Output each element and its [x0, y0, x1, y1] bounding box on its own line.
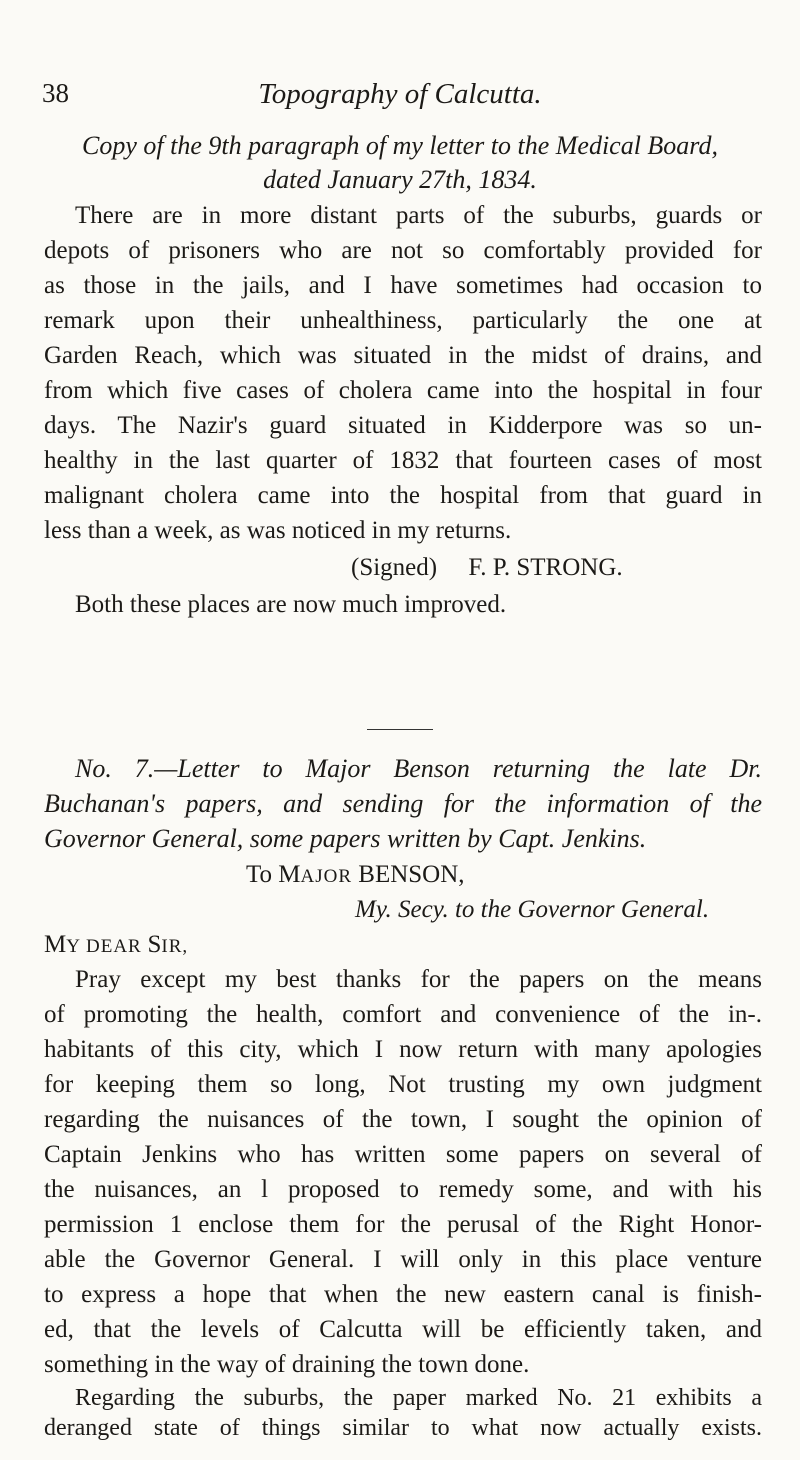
salutation-part: M — [44, 931, 67, 958]
letter-line: habitants of this city, which I now return with many apologies — [44, 1036, 762, 1063]
address-to-word: To — [246, 861, 273, 888]
letter-line: able the Governor General. I will only in this place venture — [44, 1246, 762, 1273]
address-name-initial: M — [278, 861, 301, 888]
letter-line: Regarding the suburbs, the paper marked No. 21 exhibits a — [75, 1385, 762, 1411]
letter-line: something in the way of draining the town done. — [44, 1351, 530, 1378]
section2-heading-line: Governor General, some papers written by Capt. Jenkins. — [44, 824, 647, 853]
section1-line: days. The Nazir's guard situated in Kidderpore was so un- — [44, 412, 762, 439]
page-header — [0, 78, 800, 118]
section-divider — [367, 729, 433, 730]
letter-line: for keeping them so long, Not trusting my own judgment — [44, 1071, 762, 1098]
section1-line: There are in more distant parts of the suburbs, guards or — [75, 202, 762, 229]
section1-heading-line1: Copy of the 9th paragraph of my letter to the Medical Board, — [82, 131, 718, 160]
letter-line: ed, that the levels of Calcutta will be efficiently taken, and — [44, 1316, 762, 1343]
section1-line: less than a week, as was noticed in my returns. — [44, 517, 512, 544]
letter-line: regarding the nuisances of the town, I sought the opinion of — [44, 1106, 762, 1133]
salutation-part: IR, — [161, 936, 189, 957]
address-name-smallcaps: AJOR — [300, 866, 353, 887]
running-title: Topography of Calcutta. — [258, 78, 542, 110]
letter-line: to express a hope that when the new eastern canal is finish- — [44, 1281, 762, 1308]
address-surname: BENSON, — [358, 861, 465, 888]
letter-line: deranged state of things similar to what now actually exists. — [44, 1415, 762, 1441]
section1-line: depots of prisoners who are not so comfortably provided for — [44, 237, 762, 264]
salutation-part: Y DEAR — [66, 936, 148, 957]
letter-line: the nuisances, an l proposed to remedy some, and with his — [44, 1176, 762, 1203]
section1-note: Both these places are now much improved. — [75, 591, 507, 618]
section1-line: healthy in the last quarter of 1832 that fourteen cases of most — [44, 447, 762, 474]
letter-line: Captain Jenkins who has written some papers on several of — [44, 1141, 762, 1168]
section1-line: from which five cases of cholera came into the hospital in four — [44, 377, 762, 404]
section1-line: remark upon their unhealthiness, particularly the one at — [44, 307, 762, 334]
section2-heading-line: Buchanan's papers, and sending for the information of the — [44, 789, 762, 818]
salutation — [44, 928, 188, 964]
section1-line: as those in the jails, and I have sometimes had occasion to — [44, 272, 762, 299]
address-title: My. Secy. to the Governor General. — [355, 896, 710, 923]
letter-line: of promoting the health, comfort and convenience of the in-. — [44, 1001, 762, 1028]
section1-heading-line2: dated January 27th, 1834. — [263, 165, 537, 194]
letter-line: Pray except my best thanks for the papers on the means — [75, 966, 762, 993]
letter-line: permission 1 enclose them for the perusal of the Right Honor- — [44, 1211, 762, 1238]
section2-heading-line: No. 7.—Letter to Major Benson returning the late Dr. — [75, 754, 762, 783]
signature: (Signed) F. P. STRONG. — [351, 554, 623, 581]
section1-line: malignant cholera came into the hospital from that guard in — [44, 482, 762, 509]
address-to — [246, 858, 465, 894]
section1-line: Garden Reach, which was situated in the midst of drains, and — [44, 342, 762, 369]
salutation-part: S — [147, 931, 162, 958]
page-number: 38 — [42, 78, 69, 108]
